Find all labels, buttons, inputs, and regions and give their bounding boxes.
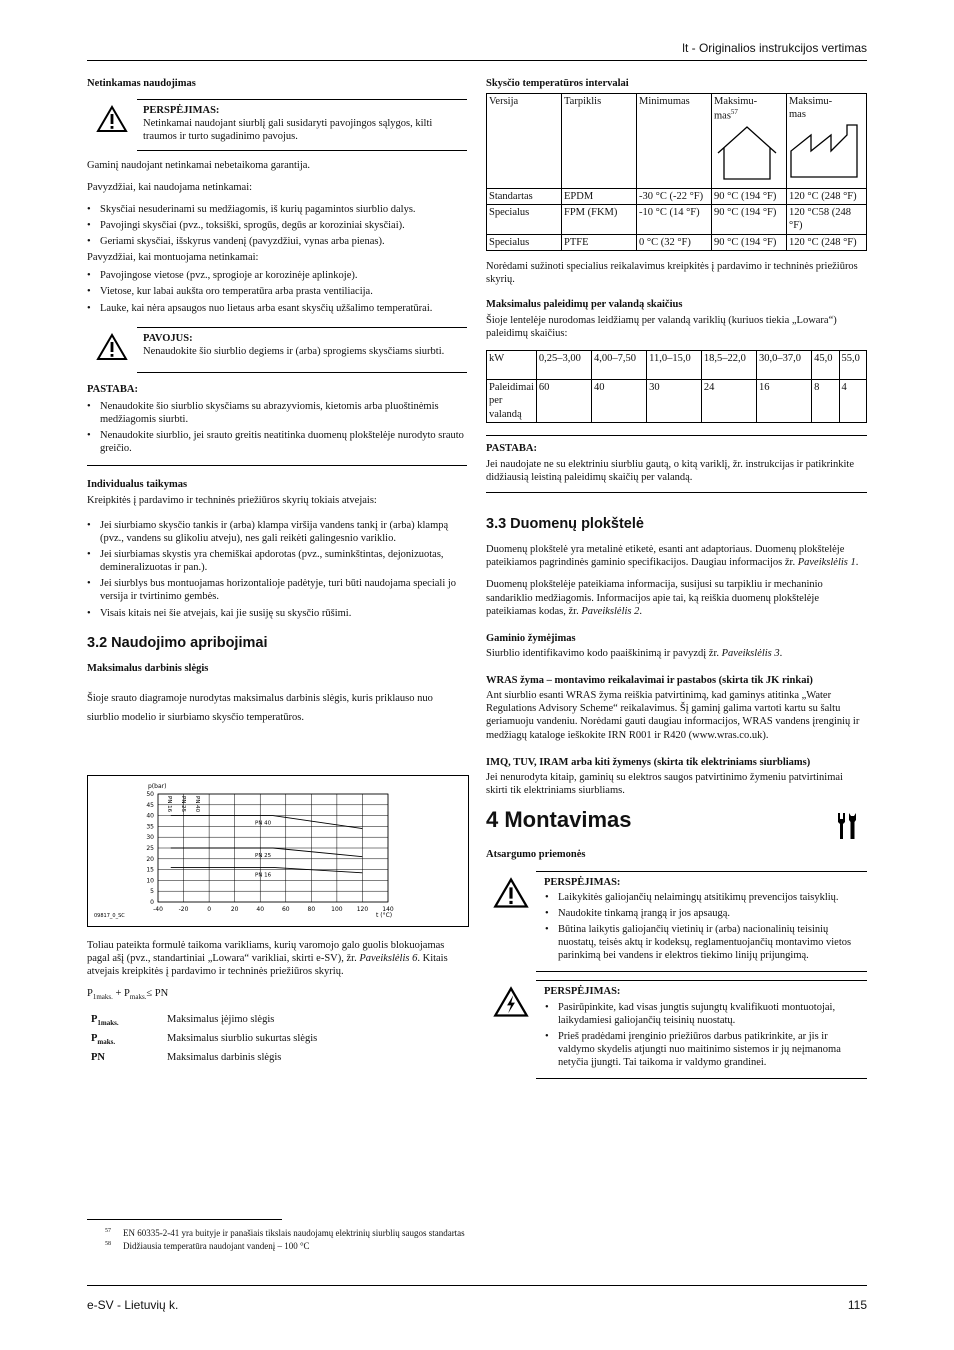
imq-title: IMQ, TUV, IRAM arba kiti žymenys (skirta tik elektriniams siurbliams) [486,756,811,768]
note-block [87,381,467,466]
table-cell: Specialus [487,205,562,234]
x-tick-label: 120 [356,906,369,913]
danger-title: PAVOJUS: [143,332,193,344]
warning-title: PERSPĖJIMAS: [143,105,220,117]
warning-notice-1 [87,99,467,150]
indiv-list [87,519,467,620]
danger-triangle-icon [87,327,137,373]
table-cell: 45,0 [812,351,839,380]
footer-doc-title: e-SV - Lietuvių k. [87,1298,179,1312]
table-cell: 24 [701,380,756,422]
list-item: • Jei siurbiamo skysčio tankis ir (arba) klampa viršija vandens tankį ir (arba) klampą (pvz., vandens su glikoliu atveju), nes gali reikėti galingesnio variklio. [100,519,467,545]
list-item: • Nenaudokite šio siurblio skysčiams su abrazyviomis, kietomis arba pluoštinėmis medžiagomis siurbti. [100,400,467,426]
column-label: PN 40 [194,796,200,813]
paragraph: Šioje lentelėje nurodomas leidžiamų per valandą variklių (kuriuos tiekia „Lowara“) paleidimų skaičius: [486,315,837,340]
warning-title: PERSPĖJIMAS: [544,876,621,888]
table-cell: 4 [839,380,866,422]
x-tick-label: 0 [207,906,212,913]
list-item: • Skysčiai nesuderinami su medžiagomis, iš kurių pagamintos siurblio dalys. [100,203,467,216]
table-cell: 16 [756,380,811,422]
table-cell: 120 °C (248 °F) [787,234,867,250]
symbol-definitions [87,1011,321,1066]
chart-svg [88,776,468,926]
table-cell: 120 °C (248 °F) [787,189,867,205]
table-cell: 60 [536,380,591,422]
y-tick-label: 10 [146,877,154,885]
running-header: lt - Originalios instrukcijos vertimas [682,41,867,55]
list-item: • Pavojingi skysčiai (pvz., toksiški, sprogūs, degūs ar koroziniai skysčiai). [100,219,467,232]
table-cell: FPM (FKM) [562,205,637,234]
table-cell: 90 °C (194 °F) [712,234,787,250]
table-cell: 0,25–3,00 [536,351,591,380]
col-header: Tarpiklis [562,94,637,189]
table-header-row [487,94,867,189]
footnote-58: $^{58}$ Didžiausia temperatūra naudojant vandenį – 100 °C [105,1241,310,1251]
warning-title: PERSPĖJIMAS: [544,986,621,998]
x-tick-label: 60 [281,906,290,913]
paragraph: Norėdami sužinoti specialius reikalavimus kreipkitės į pardavimo ir techninės priežiūros skyrių. [486,260,858,285]
series-label: PN 16 [255,872,272,879]
paragraph: Šioje srauto diagramoje nurodytas maksimalus darbinis slėgis, kuris priklauso nuo siurblio modelio ir siurbiamo skysčio temperatūros. [87,692,433,724]
table-row [487,351,867,380]
y-tick-label: 15 [146,866,154,874]
list-item: • Jei siurbiamas skystis yra chemiškai apdorotas (pvz., suminkštintas, dejonizuotas, demineralizuotas ir pan.). [100,548,467,574]
symbol-desc: Maksimalus darbinis slėgis [167,1051,282,1063]
table-row [87,1011,321,1030]
table-cell: EPDM [562,189,637,205]
note-title: PASTABA: [486,442,537,454]
y-tick-label: 50 [146,791,154,798]
x-tick-label: 100 [331,906,343,913]
figure-reference: Paveikslėlis 6 [359,953,418,965]
list-item: • Pavojingose vietose (pvz., sprogioje ar korozinėje aplinkoje). [100,269,467,282]
y-tick-label: 5 [150,888,154,896]
table-cell: 120 °C58 (248 °F) [787,205,867,234]
list-item: • Prieš pradėdami įrenginio priežiūros darbus patikrinkite, ar jis ir valdymo skydelis atjungti nuo maitinimo sistemos ir jų neįmanoma netyčia įjungti. Tai taikoma ir valdymo grandinei. [558,1030,867,1069]
col-header-factory: Maksimu- mas [787,94,867,189]
warning-notice-2 [486,871,867,973]
table-row [487,234,867,250]
symbol: $P_{1maks.}$ [91,1014,119,1028]
misuse-title: Netinkamas naudojimas [87,78,196,89]
temperature-table [486,93,867,251]
starts-table [486,350,867,422]
header-rule [87,60,867,61]
table-cell: Specialus [487,234,562,250]
note-title: PASTABA: [87,383,138,395]
list-item: • Būtina laikytis galiojančių vietinių ir (arba) nacionalinių teisinių nuostatų, teisės aktų ir kodeksų, reglamentuojančių montavimo vietos parinkimą bei vandens ir elektros tiekimo linijų prijungimą. [558,923,867,962]
table-cell: PTFE [562,234,637,250]
table-cell: Paleidimai per valandą [487,380,537,422]
misuse-list [87,203,467,248]
x-tick-label: 80 [307,906,316,913]
footnote-57: $^{57}$ EN 60335-2-41 yra buityje ir panašiais tikslais naudojamų elektrinių siurblių saugos standartas [105,1228,465,1238]
x-tick-label: -20 [178,906,189,913]
list-item: • Geriami skysčiai, išskyrus vandenį (pavyzdžiui, vynas arba pienas). [100,235,467,248]
electrical-warning-notice [486,980,867,1079]
section-3-2-heading: 3.2 Naudojimo apribojimai [87,634,268,651]
starts-title: Maksimalus paleidimų per valandą skaičius [486,298,683,310]
house-icon [714,123,780,183]
table-cell: kW [487,351,537,380]
danger-notice [87,327,467,373]
symbol: PN [91,1051,105,1063]
y-tick-label: 0 [150,899,154,906]
factory-icon [789,121,863,181]
list-item: • Vietose, kur labai aukšta oro temperatūra arba prasta ventiliacija. [100,285,467,298]
col-header-house: Maksimu- mas$^{57}$ [712,94,787,189]
electrical-hazard-icon [486,980,536,1079]
list-item: • Visais kitais nei šie atvejais, kai jie susiję su skysčio rūšimi. [100,607,467,620]
page-number: 115 [847,1298,867,1312]
maxp-title: Maksimalus darbinis slėgis [87,662,209,674]
table-cell: 4,00–7,50 [592,351,647,380]
table-cell: 90 °C (194 °F) [712,205,787,234]
warning-list [544,891,867,963]
paragraph: Siurblio identifikavimo kodo paaiškinimą ir pavyzdį žr. Paveikslėlis 3. [486,647,783,659]
paragraph: Kreipkitės į pardavimo ir techninės priežiūros skyrių tokiais atvejais: [87,494,377,506]
x-tick-label: 20 [230,906,239,913]
symbol-desc: Maksimalus siurblio sukurtas slėgis [167,1033,318,1045]
install-misuse-list [87,269,467,314]
table-cell: 90 °C (194 °F) [712,189,787,205]
footer-rule [87,1285,867,1286]
pressure-temperature-chart [87,775,469,927]
table-cell: -30 °C (-22 °F) [637,189,712,205]
table-cell: 30,0–37,0 [756,351,811,380]
wras-title: WRAS žyma – montavimo reikalavimai ir pastabos (skirta tik JK rinkai) [486,675,813,686]
y-tick-label: 30 [146,834,154,842]
table-cell: 40 [592,380,647,422]
figure-reference: Paveikslėlis 1 [797,557,856,569]
paragraph: Jei nenurodyta kitaip, gaminių su elektros saugos patvirtinimo žymeniu patvirtinimai skirti tik elektriniams siurbliams. [486,771,843,796]
paragraph: Pavyzdžiai, kai montuojama netinkamai: [87,252,259,264]
paragraph: Duomenų plokštelė yra metalinė etiketė, esanti ant adaptoriaus. Duomenų plokštelėje pateikiamos pagrindinės gaminio specifikacijos. Daugiau informacijos žr. Paveikslėlis 1. [486,544,859,569]
col-header: Versija [487,94,562,189]
x-axis-label: t (°C) [376,912,393,919]
figure-reference: Paveikslėlis 2 [581,605,640,617]
warning-triangle-icon [486,871,536,973]
column-label: PN 16 [166,796,172,813]
y-axis-label: p(bar) [148,783,167,790]
formula-intro: Toliau pateikta formulė taikoma varikliams, kurių varomojo galo guolis blokuojamas pagal ašį (pvz., standartiniai „Lowara“ varikliai, skirti e-SV), žr. Paveikslėlis 6. Kitais atvejais kreipkitės į pardavimo ir techninės priežiūros skyrių. [87,940,448,978]
table-cell: 8 [812,380,839,422]
paragraph: Pavyzdžiai, kai naudojama netinkamai: [87,181,253,193]
symbol-desc: Maksimalus įėjimo slėgis [167,1014,275,1026]
table-row [487,189,867,205]
footnote-rule [87,1219,282,1220]
temp-title: Skysčio temperatūros intervalai [486,78,629,89]
figure-reference: Paveikslėlis 3 [721,647,780,659]
table-row [487,380,867,422]
y-tick-label: 40 [146,812,154,820]
list-item: • Nenaudokite siurblio, jei srauto greitis neatitinka duomenų plokštelėje nurodyto srauto greičio. [100,429,467,455]
indiv-title: Individualus taikymas [87,478,188,490]
chart-code: 09817_0_SC [94,913,125,919]
list-item: • Naudokite tinkamą įrangą ir jos apsaugą. [558,907,867,920]
warning-triangle-icon [87,99,137,150]
note-text: Jei naudojate ne su elektriniu siurbliu gautą, o kitą variklį, žr. instrukcijas ir patikrinkite didžiausią leistiną paleidimų skaičių per valandą. [486,458,854,483]
precautions-title: Atsargumo priemonės [486,848,586,860]
tools-icon [835,812,857,840]
list-item: • Jei siurblys bus montuojamas horizontalioje padėtyje, turi būti naudojama speciali jo versija ir tvirtinimo gembės. [100,577,467,603]
danger-text: Nenaudokite šio siurblio degiems ir (arba) sprogiems skysčiams siurbti. [143,345,445,357]
y-tick-label: 35 [146,823,154,831]
warning-text: Netinkamai naudojant siurblį gali susidaryti pavojingos sąlygos, kilti traumos ir turto sugadinimo pavojus. [143,118,433,143]
left-column [87,77,467,737]
table-cell: -10 °C (14 °F) [637,205,712,234]
column-label: PN 25 [180,796,186,813]
mark-title: Gaminio žymėjimas [486,632,576,644]
series-label: PN 25 [255,853,272,859]
list-item: • Lauke, kai nėra apsaugos nuo lietaus arba esant skysčių užšalimo temperatūrai. [100,302,467,315]
table-cell: 30 [647,380,702,422]
section-3-3-heading: 3.3 Duomenų plokštelė [486,516,644,532]
x-tick-label: 140 [382,906,394,913]
table-cell: 55,0 [839,351,866,380]
note-list [87,400,467,466]
warning-list [544,1001,867,1070]
x-tick-label: 40 [256,906,265,913]
list-item: • Pasirūpinkite, kad visas jungtis sujungtų kvalifikuoti montuotojai, laikydamiesi galiojančių teisinių nuostatų. [558,1001,867,1027]
table-row [87,1030,321,1049]
x-tick-label: -40 [153,906,163,913]
formula: $P_{1maks.} + P_{maks.}\le$ PN [87,988,169,1002]
chapter-4-heading: 4 Montavimas [486,806,867,834]
table-cell: 11,0–15,0 [647,351,702,380]
table-cell: 0 °C (32 °F) [637,234,712,250]
table-cell: Standartas [487,189,562,205]
paragraph: Ant siurblio esanti WRAS žyma reiškia patvirtinimą, kad gaminys atitinka „Water Regulations Advisory Scheme“ reikalavimus. Šį gaminį galima vartoti kartu su šaltu geriamuoju vandeniu. Norėdami gauti daugiau informacijos, WRAS vandens įrenginių ir medžiagų kataloge ieškokite IRN R001 ir R420 (www.wras.co.uk). [486,690,860,741]
symbol: $P_{maks.}$ [91,1033,116,1047]
note-block-right [486,435,867,493]
left-column-lower [87,939,467,1066]
paragraph: Gaminį naudojant netinkamai nebetaikoma garantija. [87,159,311,171]
y-tick-label: 25 [146,845,154,852]
list-item: • Laikykitės galiojančių nelaimingų atsitikimų prevencijos taisyklių. [558,891,867,904]
series-label: PN 40 [255,820,272,827]
table-row [87,1049,321,1066]
table-cell: 18,5–22,0 [701,351,756,380]
y-tick-label: 45 [146,801,154,809]
y-tick-label: 20 [146,855,154,863]
col-header: Minimumas [637,94,712,189]
right-column [486,77,867,1087]
table-row [487,205,867,234]
paragraph: Duomenų plokštelėje pateikiama informacija, susijusi su tarpikliu ir mechaninio sandariklio medžiagomis. Informacijos apie tai, ką reiškia duomenų plokštelėje pateikiamas kodas, žr. Paveikslėlis 2. [486,579,823,617]
